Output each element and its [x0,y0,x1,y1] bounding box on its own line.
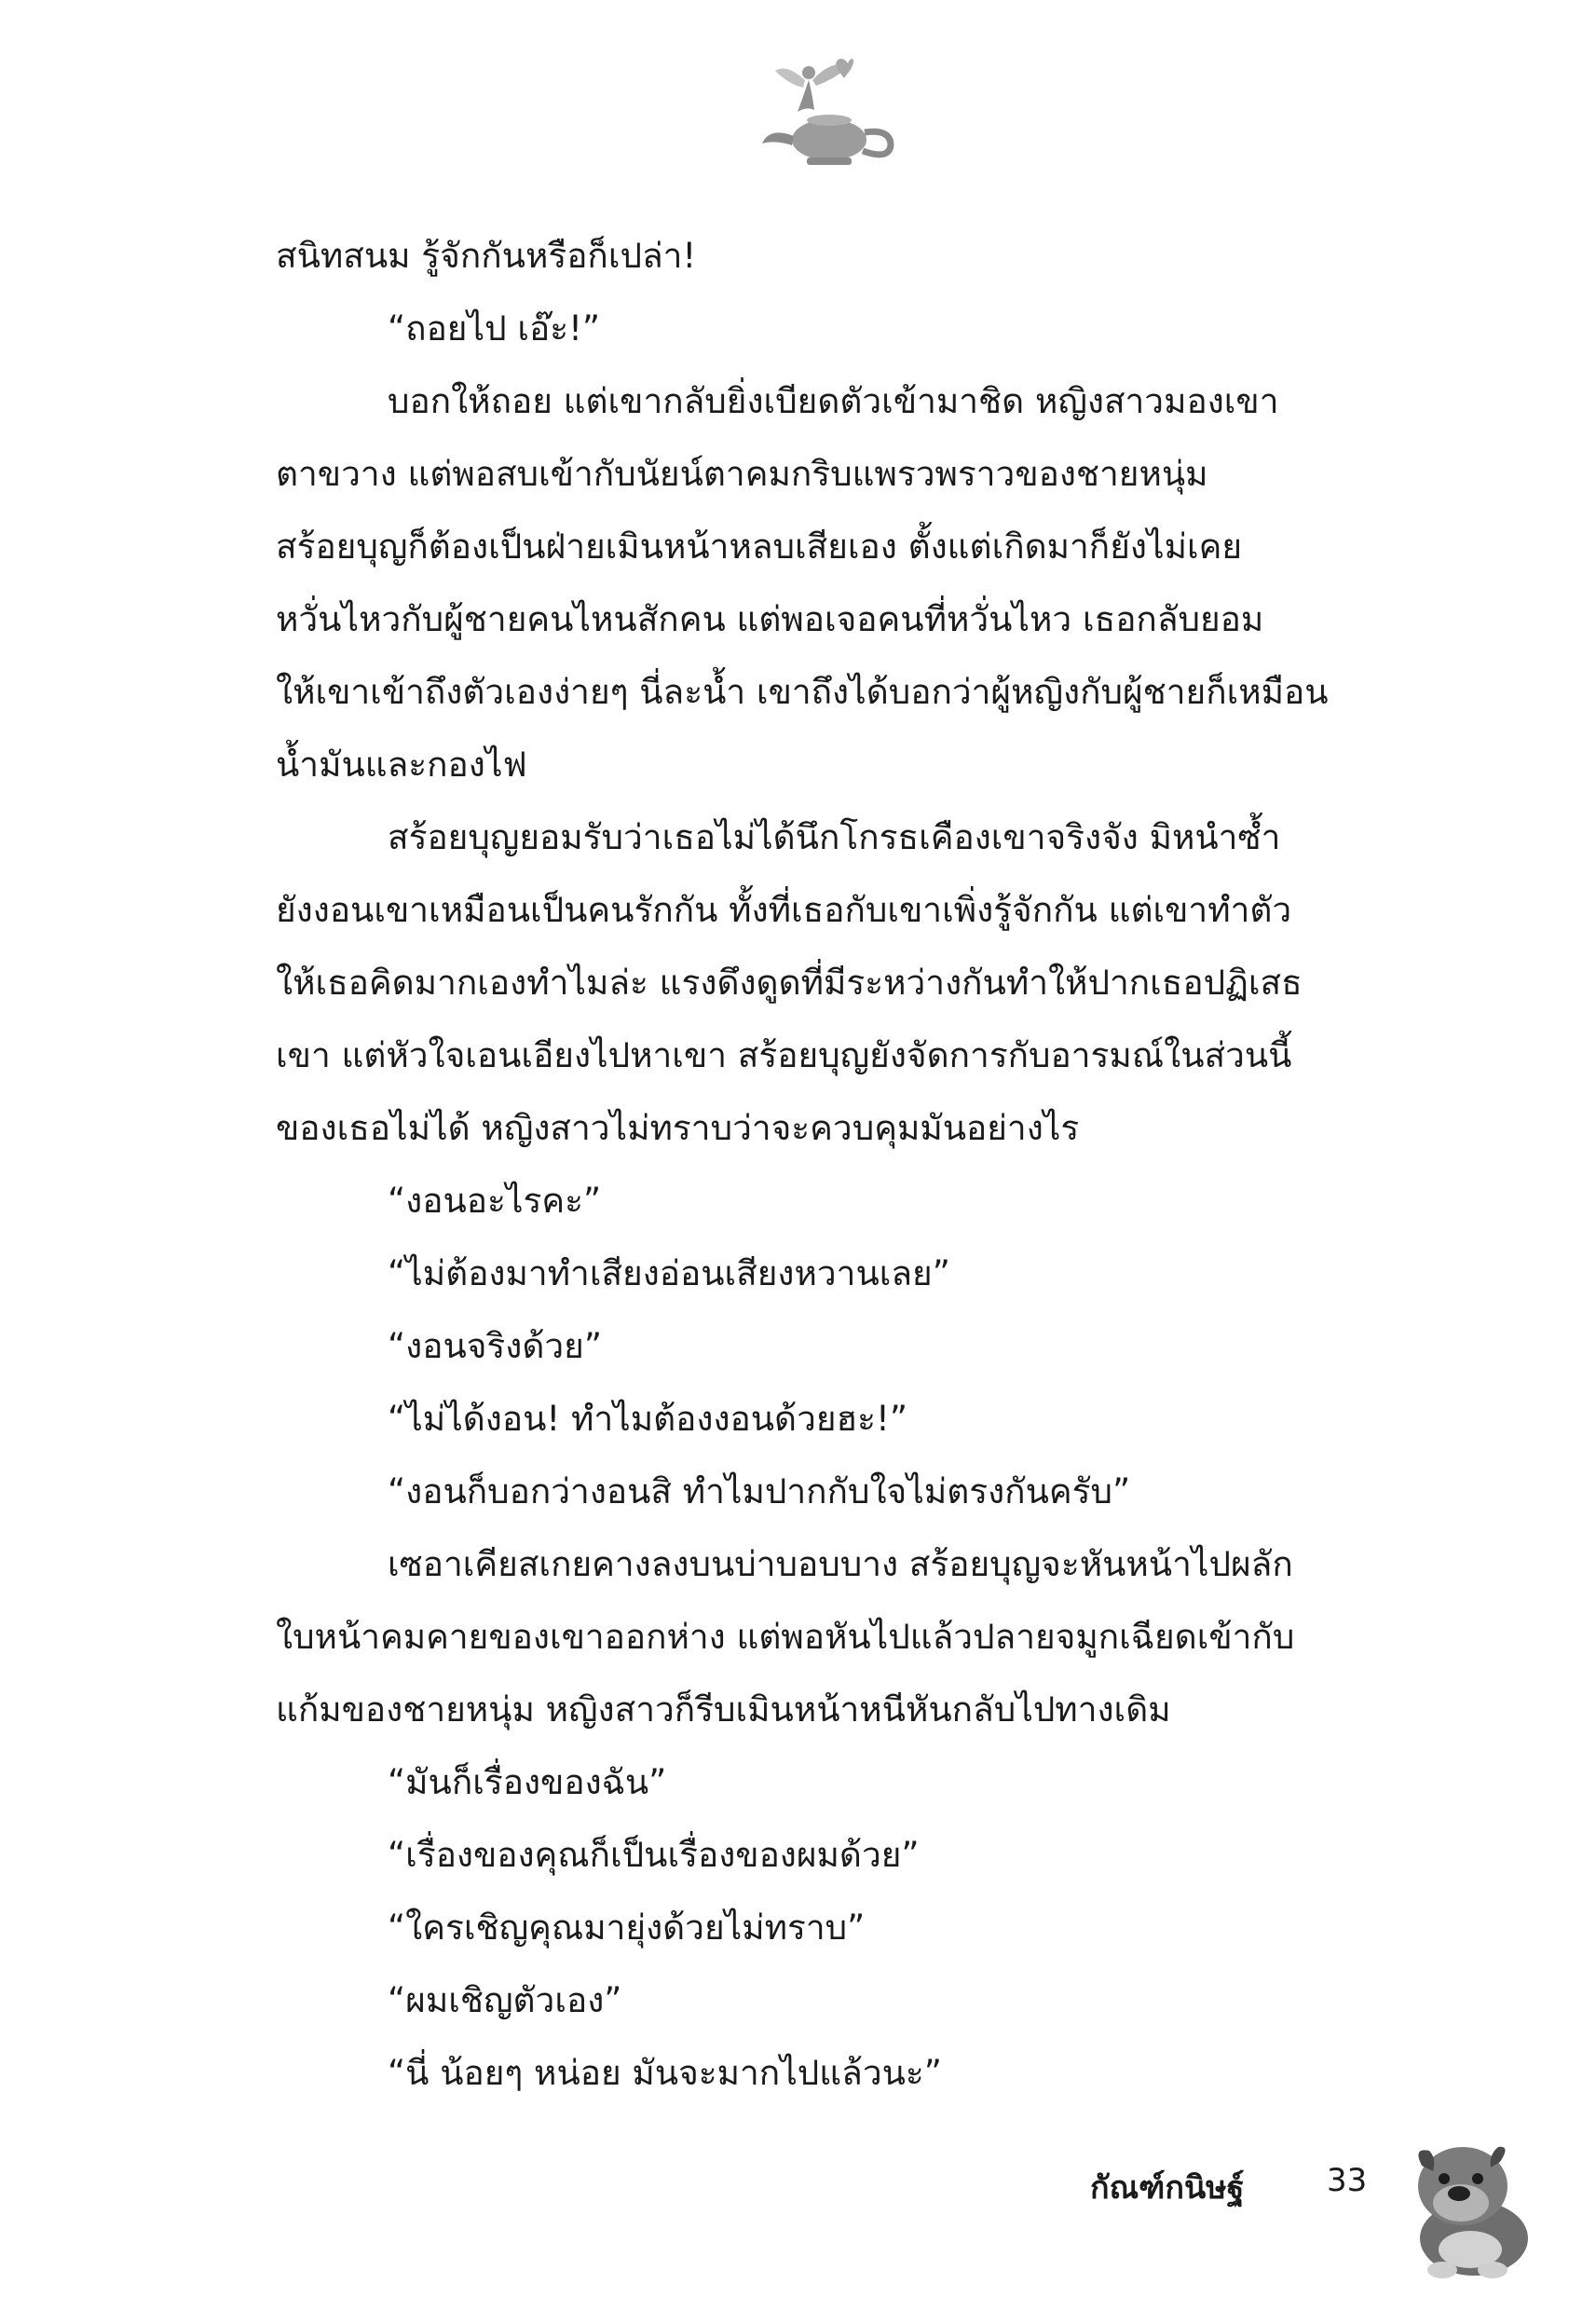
page-number: 33 [1327,2162,1368,2199]
text-line: “ใครเชิญคุณมายุ่งด้วยไม่ทราบ” [388,1908,866,1948]
author-name: กัณฑ์กนิษฐ์ [1090,2169,1245,2207]
text-line: “งอนก็บอกว่างอนสิ ทำไมปากกับใจไม่ตรงกันครับ” [388,1471,1131,1511]
text-line: “ไม่ได้งอน! ทำไมต้องงอนด้วยฮะ!” [388,1399,907,1439]
text-line: เขา แต่หัวใจเอนเอียงไปหาเขา สร้อยบุญยังจัดการกับอารมณ์ในส่วนนี้ [276,1035,1292,1075]
text-line: น้ำมันและกองไฟ [276,745,527,785]
header-fairy-teapot-icon [751,52,900,173]
text-line: บอกให้ถอย แต่เขากลับยิ่งเบียดตัวเข้ามาชิด หญิงสาวมองเขา [388,381,1279,421]
chapter-text [276,220,1412,2110]
text-line: “ผมเชิญตัวเอง” [388,1980,622,2020]
text-line: “มันก็เรื่องของฉัน” [388,1762,667,1802]
text-line: ยังงอนเขาเหมือนเป็นคนรักกัน ทั้งที่เธอกับเขาเพิ่งรู้จักกัน แต่เขาทำตัว [276,890,1292,930]
page-footer [1090,2143,1556,2292]
text-line: เซอาเคียสเกยคางลงบนบ่าบอบบาง สร้อยบุญจะหันหน้าไปผลัก [388,1544,1293,1584]
text-line: หวั่นไหวกับผู้ชายคนไหนสักคน แต่พอเจอคนที่หวั่นไหว เธอกลับยอม [276,599,1264,639]
text-line: “นี่ น้อยๆ หน่อย มันจะมากไปแล้วนะ” [388,2053,942,2093]
text-line: “งอนจริงด้วย” [388,1326,603,1366]
text-line: “งอนอะไรคะ” [388,1181,602,1221]
text-line: แก้มของชายหนุ่ม หญิงสาวก็รีบเมินหน้าหนีหันกลับไปทางเดิม [276,1689,1171,1730]
text-line: สร้อยบุญยอมรับว่าเธอไม่ได้นึกโกรธเคืองเขาจริงจัง มิหนำซ้ำ [388,817,1281,857]
text-line: ใบหน้าคมคายของเขาออกห่าง แต่พอหันไปแล้วปลายจมูกเฉียดเข้ากับ [276,1617,1295,1657]
text-line: “เรื่องของคุณก็เป็นเรื่องของผมด้วย” [388,1835,920,1875]
text-line: ให้เธอคิดมากเองทำไมล่ะ แรงดึงดูดที่มีระหว่างกันทำให้ปากเธอปฏิเสธ [276,963,1303,1003]
text-line: ของเธอไม่ได้ หญิงสาวไม่ทราบว่าจะควบคุมมันอย่างไร [276,1108,1080,1148]
text-line: สร้อยบุญก็ต้องเป็นฝ่ายเมินหน้าหลบเสียเอง ตั้งแต่เกิดมาก็ยังไม่เคย [276,526,1243,567]
bulldog-icon [1388,2125,1547,2283]
text-line: “ถอยไป เอ๊ะ!” [388,308,601,349]
text-line: สนิทสนม รู้จักกันหรือก็เปล่า! [276,236,697,276]
text-line: “ไม่ต้องมาทำเสียงอ่อนเสียงหวานเลย” [388,1253,950,1293]
text-line: ตาขวาง แต่พอสบเข้ากับนัยน์ตาคมกริบแพรวพราวของชายหนุ่ม [276,454,1208,494]
text-line: ให้เขาเข้าถึงตัวเองง่ายๆ นี่ละน้ำ เขาถึงได้บอกว่าผู้หญิงกับผู้ชายก็เหมือน [276,672,1329,712]
